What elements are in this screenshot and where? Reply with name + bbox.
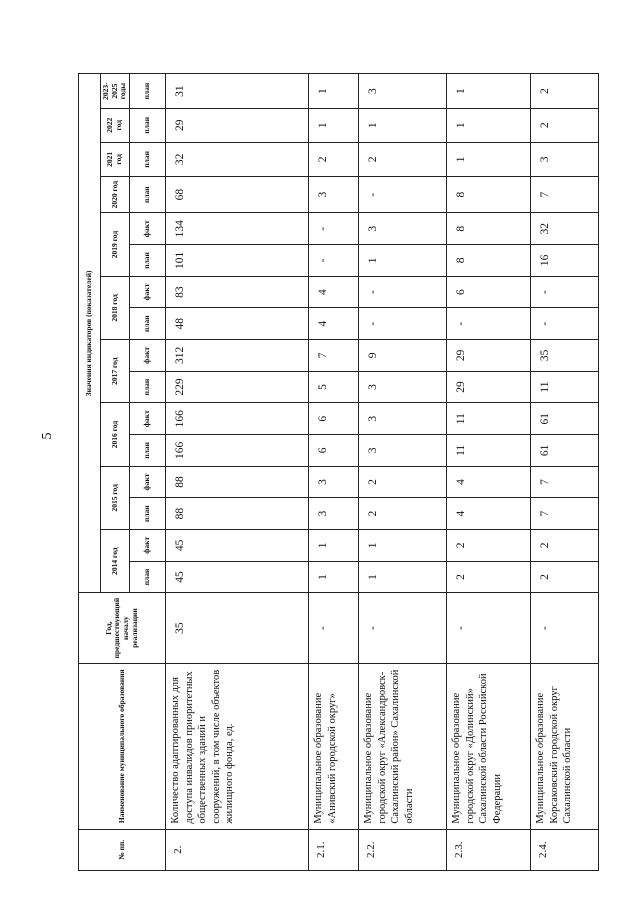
indicator-value: 11 xyxy=(446,435,530,467)
indicator-value: 45 xyxy=(165,561,308,593)
indicator-value: 8 xyxy=(446,245,530,277)
indicator-value: - xyxy=(358,308,446,340)
indicator-value: 9 xyxy=(358,340,446,372)
indicator-value: 1 xyxy=(308,561,358,593)
plan-value: 7 xyxy=(530,176,598,213)
header-year-2019: 2019 год xyxy=(101,213,130,276)
indicator-value: - xyxy=(530,276,598,308)
table-row xyxy=(308,34,358,871)
plan-value: 68 xyxy=(165,176,308,213)
prev-year-value: - xyxy=(358,593,446,664)
indicator-value: 6 xyxy=(308,435,358,467)
indicator-value: 1 xyxy=(358,245,446,277)
indicator-value: 3 xyxy=(308,498,358,530)
indicators-table xyxy=(78,33,599,871)
indicator-value: 166 xyxy=(165,403,308,435)
indicator-value: 4 xyxy=(446,466,530,498)
header-year-2018: 2018 год xyxy=(101,276,130,339)
plan-value: 1 xyxy=(446,142,530,176)
indicator-value: 166 xyxy=(165,435,308,467)
indicator-value: 3 xyxy=(358,435,446,467)
indicator-value: 5 xyxy=(308,371,358,403)
indicator-value: 229 xyxy=(165,371,308,403)
indicator-value: 7 xyxy=(308,340,358,372)
page-number: 5 xyxy=(40,432,55,440)
indicator-value: 32 xyxy=(530,213,598,245)
header-plan: план xyxy=(129,435,165,467)
header-year-2015: 2015 год xyxy=(101,466,130,529)
plan-value: 32 xyxy=(165,142,308,176)
indicator-value: 2 xyxy=(446,561,530,593)
row-number: 2.3. xyxy=(446,829,530,870)
plan-value: 3 xyxy=(530,142,598,176)
header-name: Наименование муниципального образования xyxy=(79,663,166,829)
indicator-value: 1 xyxy=(358,561,446,593)
plan-value: 3 xyxy=(358,74,446,108)
municipality-name: Муниципальное образование городской округ «Александровск-Сахалинский район» Сахалинской области xyxy=(358,663,446,829)
plan-value: 3 xyxy=(308,176,358,213)
indicator-value: 88 xyxy=(165,498,308,530)
indicator-value: 4 xyxy=(308,308,358,340)
indicator-value: 11 xyxy=(446,403,530,435)
header-plan: план xyxy=(129,142,165,176)
header-plan: план xyxy=(129,561,165,593)
header-year-2014: 2014 год xyxy=(101,529,130,592)
header-plan: план xyxy=(129,245,165,277)
header-plan: план xyxy=(129,74,165,108)
indicator-value: 11 xyxy=(530,371,598,403)
municipality-name: Муниципальное образование Корсаковский городской округ Сахалинской области xyxy=(530,663,598,829)
row-number: 2.1. xyxy=(308,829,358,870)
header-year-2017: 2017 год xyxy=(101,340,130,403)
indicator-value: 312 xyxy=(165,340,308,372)
indicator-value: 7 xyxy=(530,498,598,530)
plan-value: 1 xyxy=(446,108,530,142)
table-row xyxy=(530,34,598,871)
prev-year-value: - xyxy=(308,593,358,664)
row-number: 2.4. xyxy=(530,829,598,870)
plan-value: 29 xyxy=(165,108,308,142)
plan-value: 2 xyxy=(530,108,598,142)
table-body xyxy=(165,34,598,871)
table-row xyxy=(358,34,446,871)
indicator-value: 3 xyxy=(308,466,358,498)
indicator-value: 35 xyxy=(530,340,598,372)
header-fact: факт xyxy=(129,466,165,498)
row-number: 2. xyxy=(165,829,308,870)
header-year-2023-2025: 2023-2025 годы xyxy=(101,74,130,108)
indicator-value: - xyxy=(308,245,358,277)
header-plan: план xyxy=(129,498,165,530)
indicator-value: 101 xyxy=(165,245,308,277)
indicator-value: 3 xyxy=(358,371,446,403)
indicator-value: 2 xyxy=(446,529,530,561)
indicator-value: 7 xyxy=(530,466,598,498)
header-plan: план xyxy=(129,108,165,142)
indicator-value: 88 xyxy=(165,466,308,498)
prev-year-value: 35 xyxy=(165,593,308,664)
indicator-value: 8 xyxy=(446,213,530,245)
header-fact: факт xyxy=(129,529,165,561)
row-number: 2.2. xyxy=(358,829,446,870)
plan-value: 2 xyxy=(358,142,446,176)
indicator-value: 6 xyxy=(446,276,530,308)
plan-value: 8 xyxy=(446,176,530,213)
indicator-value: 45 xyxy=(165,529,308,561)
municipality-name: Муниципальное образование «Анивский городской округ» xyxy=(308,663,358,829)
indicator-value: 1 xyxy=(308,529,358,561)
header-num: № пп. xyxy=(79,829,166,870)
indicator-value: - xyxy=(530,308,598,340)
table-row xyxy=(446,34,530,871)
indicator-value: 1 xyxy=(358,529,446,561)
indicator-value: 2 xyxy=(358,466,446,498)
municipality-name: Количество адаптированных для доступа инвалидов приоритетных общественных зданий и сооружений, в том числе объектов жилищного фонда, ед. xyxy=(165,663,308,829)
indicator-value: 29 xyxy=(446,340,530,372)
table-row xyxy=(165,34,308,871)
plan-value: 2 xyxy=(530,74,598,108)
header-year-2022: 2022 год xyxy=(101,108,130,142)
indicator-value: 2 xyxy=(530,561,598,593)
prev-year-value: - xyxy=(446,593,530,664)
indicator-value: 29 xyxy=(446,371,530,403)
header-fact: факт xyxy=(129,340,165,372)
municipality-name: Муниципальное образование городской округ «Долинский» Сахалинской области Российской Федерации xyxy=(446,663,530,829)
header-plan: план xyxy=(129,308,165,340)
indicator-value: 61 xyxy=(530,435,598,467)
header-fact: факт xyxy=(129,213,165,245)
rotated-table-wrapper xyxy=(78,33,593,871)
plan-value: 1 xyxy=(308,108,358,142)
header-plan: план xyxy=(129,176,165,213)
plan-value: 2 xyxy=(308,142,358,176)
indicator-value: - xyxy=(446,308,530,340)
indicator-value: 134 xyxy=(165,213,308,245)
header-year-2016: 2016 год xyxy=(101,403,130,466)
header-fact: факт xyxy=(129,403,165,435)
plan-value: 1 xyxy=(308,74,358,108)
header-values: Значения индикаторов (показателей) xyxy=(79,74,101,593)
plan-value: 1 xyxy=(446,74,530,108)
indicator-value: 61 xyxy=(530,403,598,435)
indicator-value: 2 xyxy=(530,529,598,561)
indicator-value: 16 xyxy=(530,245,598,277)
prev-year-value: - xyxy=(530,593,598,664)
indicator-value: 4 xyxy=(446,498,530,530)
plan-value: 1 xyxy=(358,108,446,142)
table-stage xyxy=(78,33,593,871)
indicator-value: 2 xyxy=(358,498,446,530)
indicator-value: 48 xyxy=(165,308,308,340)
plan-value: 31 xyxy=(165,74,308,108)
header-plan: план xyxy=(129,371,165,403)
header-year-2020: 2020 год xyxy=(101,176,130,213)
header-year-2021: 2021 год xyxy=(101,142,130,176)
indicator-value: 3 xyxy=(358,213,446,245)
indicator-value: 3 xyxy=(358,403,446,435)
indicator-value: 83 xyxy=(165,276,308,308)
header-fact: факт xyxy=(129,276,165,308)
indicator-value: 6 xyxy=(308,403,358,435)
indicator-value: - xyxy=(308,213,358,245)
indicator-value: - xyxy=(358,276,446,308)
indicator-value: 4 xyxy=(308,276,358,308)
plan-value: - xyxy=(358,176,446,213)
header-prev-year: Год, предшествующий началу реализации xyxy=(79,593,166,664)
